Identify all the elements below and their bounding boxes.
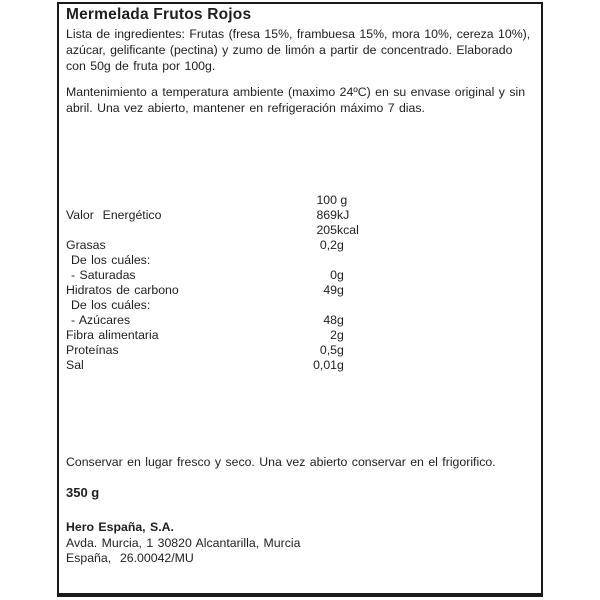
label-box <box>57 2 543 597</box>
product-title: Mermelada Frutos Rojos <box>66 6 252 23</box>
nutrition-row-energy-kcal <box>66 223 536 238</box>
manufacturer-address-line1: Avda. Murcia, 1 30820 Alcantarilla, Murcia <box>66 536 301 550</box>
nutrition-row-label: - Azúcares <box>71 313 131 327</box>
nutrition-row-saturates <box>66 268 536 283</box>
nutrition-row-value: 48g <box>323 313 344 327</box>
nutrition-row-value: 0g <box>330 268 344 282</box>
nutrition-row-label: Grasas <box>66 238 106 252</box>
nutrition-row-sugars <box>66 313 536 328</box>
nutrition-row-label: De los cuáles: <box>71 298 151 312</box>
nutrition-row-salt <box>66 358 536 373</box>
nutrition-row-value: 0,2g <box>319 238 344 252</box>
nutrition-row-value <box>66 298 536 313</box>
nutrition-row-label: - Saturadas <box>71 268 136 282</box>
nutrition-row-protein <box>66 343 536 358</box>
storage-instructions-text: Mantenimiento a temperatura ambiente (maximo 24ºC) en su envase original y sin abril. Una vez abierto, mantener en refrigeración máximo 7 dias. <box>66 85 530 115</box>
nutrition-row-value: 205kcal <box>316 223 359 237</box>
conservation-text: Conservar en lugar fresco y seco. Una vez abierto conservar en el frigorifico. <box>66 455 496 469</box>
nutrition-table <box>66 193 536 373</box>
manufacturer-name: Hero España, S.A. <box>66 520 174 534</box>
nutrition-row-label: Hidratos de carbono <box>66 283 179 297</box>
nutrition-row-of-which-fat <box>66 253 536 268</box>
ingredients-text: Lista de ingredientes: Frutas (fresa 15%, frambuesa 15%, mora 10%, cereza 10%), azúcar, gelificante (pectina) y zumo de limón a partir de concentrado. Elaborado con 50g de fruta por 100g. <box>66 27 535 73</box>
nutrition-row-label: Sal <box>66 358 84 372</box>
nutrition-row-of-which-carbs <box>66 298 536 313</box>
nutrition-row-label: De los cuáles: <box>71 253 151 267</box>
nutrition-row-label: Fibra alimentaria <box>66 328 159 342</box>
nutrition-row-fat <box>66 238 536 253</box>
nutrition-row-value: 2g <box>330 328 344 342</box>
nutrition-row-value: 49g <box>323 283 344 297</box>
nutrition-row-label: Valor Energético <box>66 208 162 222</box>
nutrition-row-value: 0,5g <box>319 343 344 357</box>
nutrition-row-value: 100 g <box>316 193 348 207</box>
manufacturer-address-line2: España, 26.00042/MU <box>66 551 194 565</box>
nutrition-column-header-row <box>66 193 536 208</box>
nutrition-row-label: Proteínas <box>66 343 119 357</box>
nutrition-row-energy <box>66 208 536 223</box>
nutrition-row-fibre <box>66 328 536 343</box>
nutrition-row-carbohydrate <box>66 283 536 298</box>
nutrition-row-value: 869kJ <box>316 208 350 222</box>
nutrition-row-value <box>66 253 536 268</box>
nutrition-row-value: 0,01g <box>313 358 344 372</box>
net-weight: 350 g <box>66 485 100 500</box>
